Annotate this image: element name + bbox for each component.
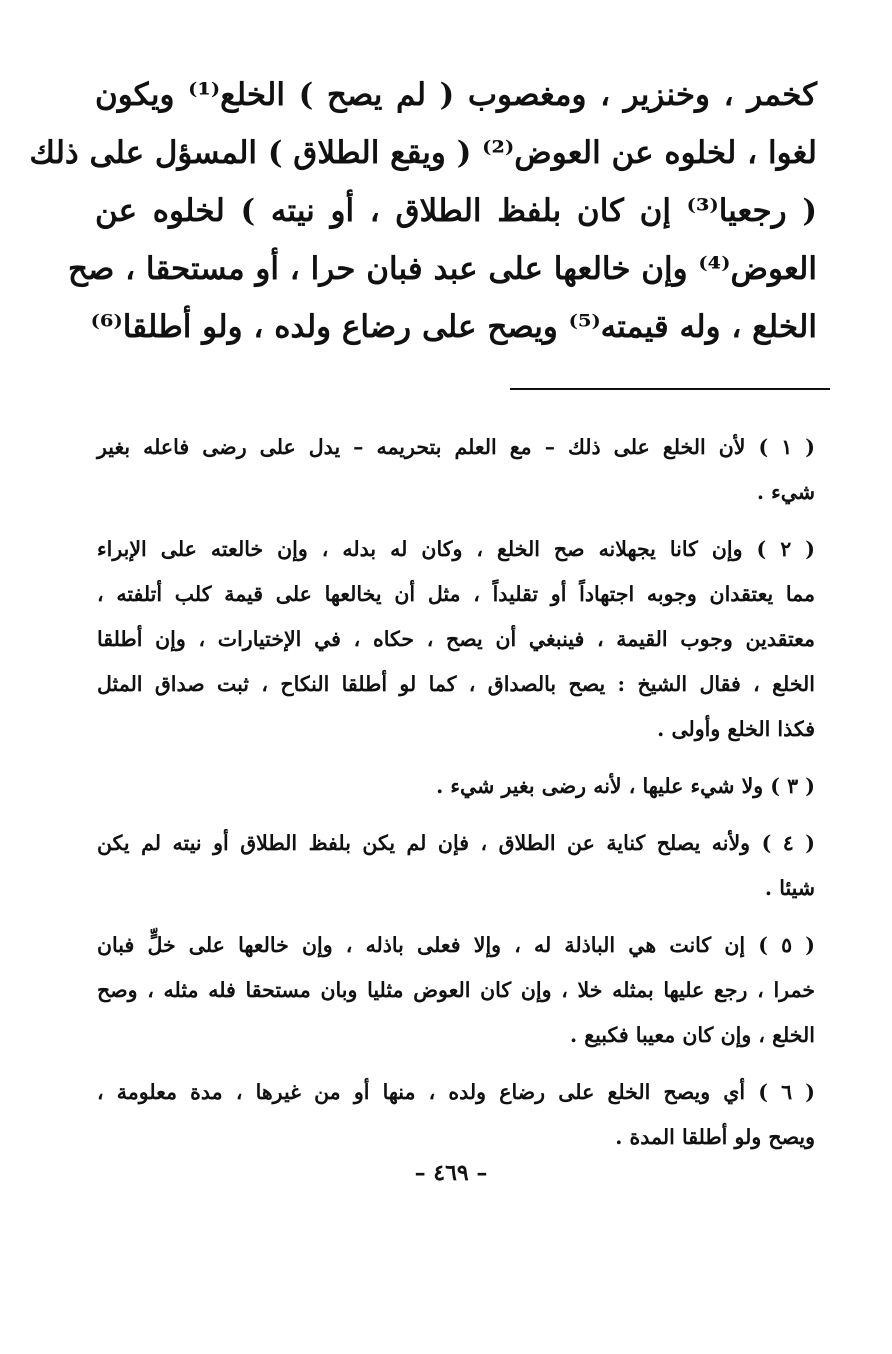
footnote-line: الخلع ، فقال الشيخ : يصح بالصداق ، كما لو أطلقا النكاح ، ثبت صداق المثل: [97, 672, 815, 696]
footnote-line: ( ٢ ) وإن كانا يجهلانه صح الخلع ، وكان له بدله ، وإن خالعته على الإبراء: [97, 537, 815, 561]
main-text-line: لغوا ، لخلوه عن العوض⁽²⁾ ( ويقع الطلاق ) المسؤل على ذلك: [29, 135, 817, 171]
footnote-2: [97, 527, 815, 752]
footnote-line: مما يعتقدان وجوبه اجتهاداً أو تقليداً ، مثل أن يخالعها على قيمة كلب أتلفته ،: [97, 582, 815, 606]
footnotes: [97, 425, 815, 1160]
footnote-6: [97, 1070, 815, 1160]
main-text-line: كخمر ، وخنزير ، ومغصوب ( لم يصح ) الخلع⁽¹⁾ ويكون: [95, 77, 817, 113]
footnote-5: [97, 923, 815, 1058]
footnote-line: ( ١ ) لأن الخلع على ذلك – مع العلم بتحريمه – يدل على رضى فاعله بغير: [97, 435, 815, 459]
main-text-line: العوض⁽⁴⁾ وإن خالعها على عبد فبان حرا ، أو مستحقا ، صح: [67, 251, 817, 287]
footnote-line: شيء .: [756, 480, 815, 504]
page-number: – ٤٦٩ –: [414, 1160, 488, 1186]
footnote-4: [97, 821, 815, 911]
footnote-line: ( ٥ ) إن كانت هي الباذلة له ، وإلا فعلى باذله ، وإن خالعها على خلٍّ فبان: [97, 933, 816, 957]
footnote-line: شيئا .: [764, 876, 815, 900]
footnote-line: فكذا الخلع وأولى .: [657, 717, 815, 741]
main-text-line: الخلع ، وله قيمته⁽⁵⁾ ويصح على رضاع ولده ، ولو أطلقا⁽⁶⁾: [90, 309, 817, 345]
footnote-line: ويصح ولو أطلقا المدة .: [615, 1125, 815, 1149]
footnote-line: الخلع ، وإن كان معيبا فكبيع .: [569, 1023, 815, 1047]
footnote-line: ( ٦ ) أي ويصح الخلع على رضاع ولده ، منها أو من غيرها ، مدة معلومة ،: [97, 1080, 815, 1104]
footnote-3: [97, 764, 815, 809]
main-text: [29, 66, 817, 356]
footnote-line: خمرا ، رجع عليها بمثله خلا ، وإن كان العوض مثليا وبان مستحقا فله مثله ، وصح: [97, 978, 815, 1002]
footnote-line: ( ٣ ) ولا شيء عليها ، لأنه رضى بغير شيء .: [436, 774, 815, 798]
main-text-line: ( رجعيا⁽³⁾ إن كان بلفظ الطلاق ، أو نيته ) لخلوه عن: [95, 193, 817, 229]
footnote-line: معتقدين وجوب القيمة ، فينبغي أن يصح ، حكاه ، في الإختيارات ، وإن أطلقا: [97, 627, 815, 651]
footnote-1: [97, 425, 815, 515]
footnote-line: ( ٤ ) ولأنه يصلح كناية عن الطلاق ، فإن لم يكن بلفظ الطلاق أو نيته لم يكن: [97, 831, 815, 855]
footnote-separator: [510, 388, 830, 390]
